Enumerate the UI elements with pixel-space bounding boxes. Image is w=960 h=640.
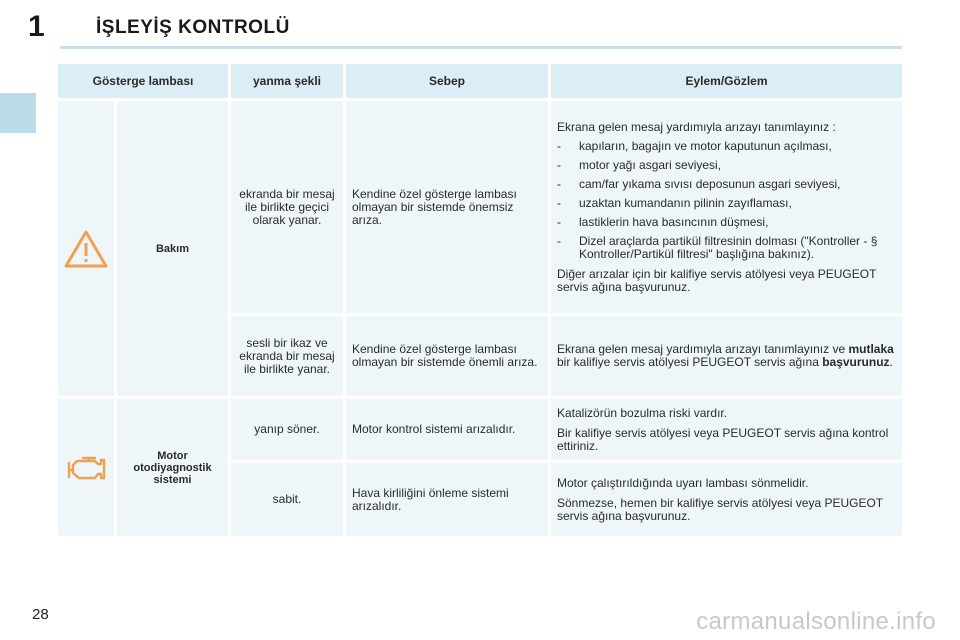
engine-icon-cell [58,399,114,536]
table-row-state [231,399,343,460]
engine-check-icon [65,453,107,483]
observation-text: Bir kalifiye servis atölyesi veya PEUGEOT servis ağına kontrol ettiriniz. [557,425,889,453]
observation-text: Ekrana gelen mesaj yardımıyla arızayı tanımlayınız ve mutlaka bir kalifiye servis atölyesi PEUGEOT servis ağına başvurunuz. [557,342,894,369]
table-row-observation [551,316,902,396]
state-text: ekranda bir mesaj ile birlikte geçici olarak yanar. [239,186,335,227]
observation-text: Katalizörün bozulma riski vardır. [557,405,728,420]
column-header-lamp: Gösterge lambası [58,64,228,98]
table-row-observation [551,399,902,460]
cause-text: Motor kontrol sistemi arızalıdır. [352,422,516,436]
table-row-cause [346,399,548,460]
list-item: - kapıların, bagajın ve motor kaputunun açılması, [557,138,832,153]
column-header-cause: Sebep [346,64,548,98]
observation-text: Motor çalıştırıldığında uyarı lambası sönmelidir. [557,475,809,490]
list-item: - uzaktan kumandanın pilinin zayıflaması, [557,195,792,210]
observation-outro: Diğer arızalar için bir kalifiye servis atölyesi veya PEUGEOT servis ağına başvurunuz. [557,266,877,294]
table-row-cause [346,316,548,396]
list-item: - lastiklerin hava basıncının düşmesi, [557,214,769,229]
title-rule [60,46,902,49]
table-row-state [231,316,343,396]
table-row-observation [551,463,902,536]
warning-lamp-table [58,64,902,536]
cause-text: Kendine özel gösterge lambası olmayan bir sistemde önemsiz arıza. [352,186,517,227]
observation-intro: Ekrana gelen mesaj yardımıyla arızayı tanımlayınız : [557,119,836,134]
cause-text: Hava kirliliğini önleme sistemi arızalıdır. [352,485,509,513]
state-text: sabit. [272,492,302,506]
state-text: sesli bir ikaz ve ekranda bir mesaj ile birlikte yanar. [239,335,335,376]
engine-diagnostic-name-cell [117,399,228,536]
state-text: yanıp söner. [254,422,320,436]
chapter-side-tab [0,93,36,133]
list-item: - Dizel araçlarda partikül filtresinin dolması ("Kontroller - § Kontroller/Partikül filtresi" başlığına bakınız). [557,233,878,261]
list-item: - motor yağı asgari seviyesi, [557,157,722,172]
table-row-state [231,463,343,536]
chapter-number: 1 [28,10,45,43]
maintenance-name: Bakım [155,242,190,255]
list-item: - cam/far yıkama sıvısı deposunun asgari seviyesi, [557,176,841,191]
table-row-state [231,101,343,313]
observation-text: Sönmezse, hemen bir kalifiye servis atölyesi veya PEUGEOT servis ağına başvurunuz. [557,495,883,523]
page-number: 28 [32,606,49,623]
warning-triangle-icon [63,229,109,269]
table-row-cause [346,463,548,536]
observation-list [557,134,896,261]
table-row-cause [346,101,548,313]
table-row-observation [551,101,902,313]
column-header-state: yanma şekli [231,64,343,98]
maintenance-icon-cell [58,101,114,396]
column-header-observation: Eylem/Gözlem [551,64,902,98]
cause-text: Kendine özel gösterge lambası olmayan bir sistemde önemli arıza. [352,342,538,369]
watermark: carmanualsonline.info [696,608,936,635]
page-title: İŞLEYİŞ KONTROLÜ [96,17,290,38]
engine-diagnostic-name: Motor otodiyagnostik sistemi [133,449,212,486]
maintenance-name-cell [117,101,228,396]
